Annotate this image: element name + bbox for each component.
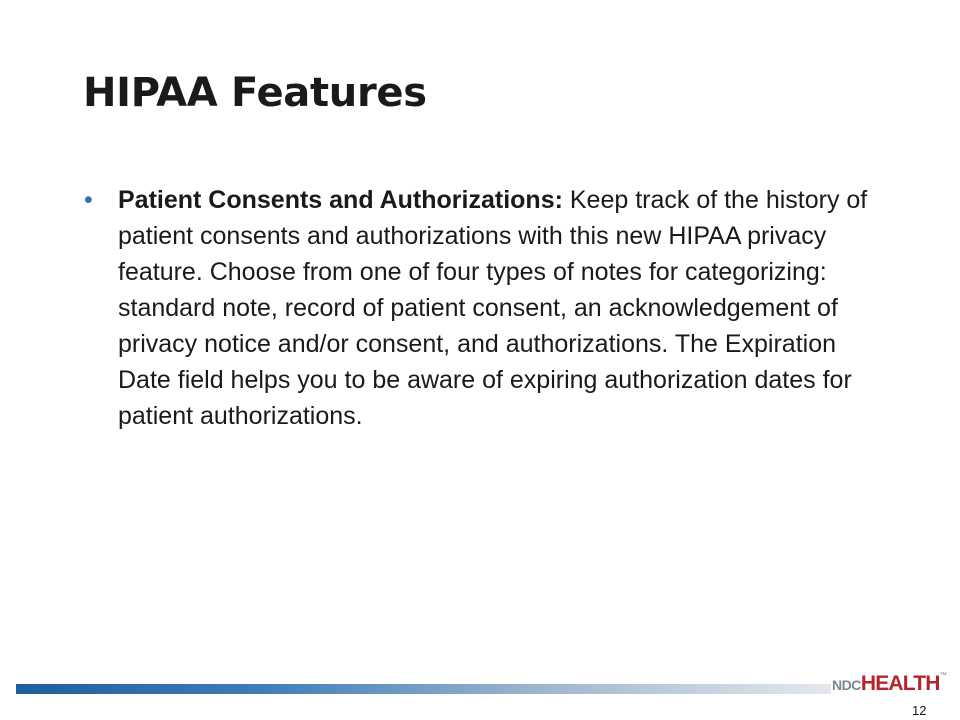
bullet-list [84,182,884,434]
bullet-dot-icon: • [84,186,93,214]
footer-gradient-bar [16,684,831,694]
page-number: 12 [912,703,927,718]
logo-trademark: ™ [939,672,947,679]
slide-title: HIPAA Features [83,70,427,116]
bullet-item [84,182,884,434]
bullet-text: Keep track of the history of patient consents and authorizations with this new HIPAA privacy feature. Choose from one of four types of notes for categorizing: standard note, record of patient consent, an acknowledgement of privacy notice and/or consent, and authorizations. The Expiration Date field helps you to be aware of expiring authorization dates for patient authorizations. [118,186,868,430]
bullet-term: Patient Consents and Authorizations: [118,186,563,214]
ndc-health-logo [832,672,947,696]
logo-ndc-text: NDC [832,677,861,693]
logo-health-text: HEALTH [860,672,940,695]
